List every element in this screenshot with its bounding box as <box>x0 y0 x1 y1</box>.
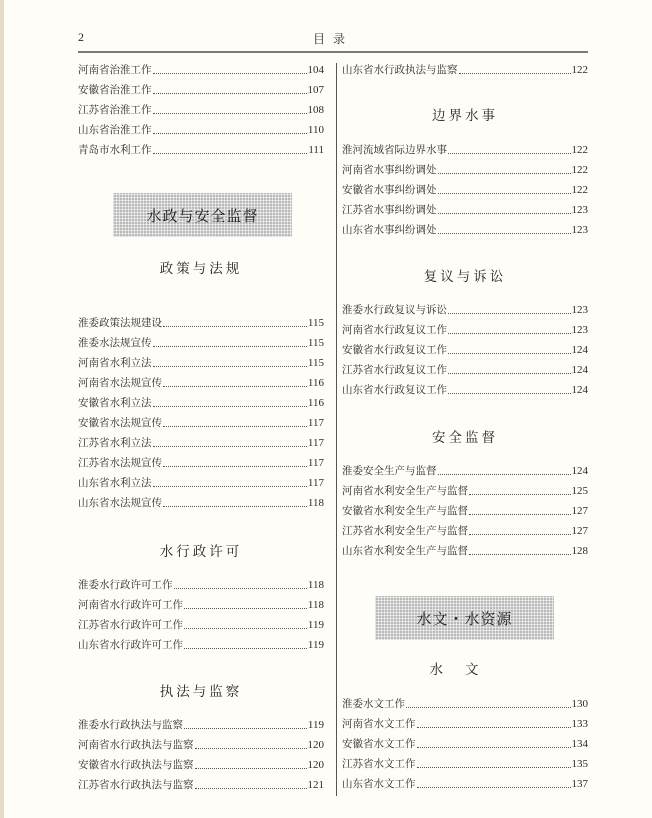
toc-entry-title: 河南省水行政许可工作 <box>78 599 183 611</box>
toc-entry-title: 淮委水行政复议与诉讼 <box>342 304 447 316</box>
toc-entry-page: 122 <box>571 184 588 196</box>
toc-entry-page: 137 <box>571 778 588 790</box>
toc-entry[interactable] <box>78 617 324 633</box>
toc-entry-page: 110 <box>307 124 324 136</box>
toc-entry[interactable] <box>78 757 324 773</box>
toc-entry[interactable] <box>342 182 588 198</box>
leader-dots <box>195 788 307 789</box>
toc-entry[interactable] <box>78 62 324 78</box>
leader-dots <box>163 326 307 327</box>
leader-dots <box>448 333 571 334</box>
toc-entry-title: 河南省水利安全生产与监督 <box>342 485 468 497</box>
toc-entry[interactable] <box>78 475 324 491</box>
toc-entry-title: 山东省水行政许可工作 <box>78 639 183 651</box>
toc-entry-page: 119 <box>307 639 324 651</box>
toc-entry-title: 山东省水利安全生产与监督 <box>342 545 468 557</box>
toc-entry-page: 117 <box>307 477 324 489</box>
leader-dots <box>448 373 571 374</box>
toc-entry-title: 安徽省水文工作 <box>342 738 416 750</box>
toc-entry-page: 117 <box>307 457 324 469</box>
toc-entry-title: 江苏省水文工作 <box>342 758 416 770</box>
toc-entry-page: 115 <box>307 357 324 369</box>
toc-entry-page: 115 <box>307 337 324 349</box>
page-edge <box>0 0 4 818</box>
section-heading[interactable]: 边界水事 <box>432 108 498 124</box>
toc-entry-title: 河南省水行政执法与监察 <box>78 739 194 751</box>
toc-entry-title: 河南省水利立法 <box>78 357 152 369</box>
toc-entry[interactable] <box>342 382 588 398</box>
toc-entry[interactable] <box>342 736 588 752</box>
toc-entry-title: 江苏省治淮工作 <box>78 104 152 116</box>
toc-entry-page: 124 <box>571 465 588 477</box>
leader-dots <box>153 446 307 447</box>
toc-entry-title: 河南省水行政复议工作 <box>342 324 447 336</box>
toc-entry-title: 江苏省水行政执法与监察 <box>78 779 194 791</box>
major-section-banner[interactable]: 水政与安全监督 <box>113 193 292 237</box>
leader-dots <box>469 554 571 555</box>
toc-entry-title: 江苏省水利安全生产与监督 <box>342 525 468 537</box>
toc-entry[interactable] <box>78 577 324 593</box>
toc-entry-page: 123 <box>571 204 588 216</box>
leader-dots <box>417 747 571 748</box>
toc-entry[interactable] <box>342 483 588 499</box>
toc-entry-page: 127 <box>571 505 588 517</box>
toc-entry[interactable] <box>78 435 324 451</box>
toc-entry-page: 128 <box>571 545 588 557</box>
toc-entry-title: 河南省水法规宣传 <box>78 377 162 389</box>
toc-entry-page: 127 <box>571 525 588 537</box>
toc-entry-page: 120 <box>307 739 324 751</box>
toc-entry-page: 119 <box>307 619 324 631</box>
leader-dots <box>184 608 307 609</box>
leader-dots <box>195 748 307 749</box>
toc-entry-title: 山东省水利立法 <box>78 477 152 489</box>
toc-entry[interactable] <box>342 202 588 218</box>
toc-entry[interactable] <box>342 322 588 338</box>
section-heading[interactable]: 执法与监察 <box>159 684 243 700</box>
toc-entry-title: 淮委水法规宣传 <box>78 337 152 349</box>
leader-dots <box>153 73 307 74</box>
toc-entry-page: 124 <box>571 384 588 396</box>
section-heading[interactable]: 水行政许可 <box>159 544 243 560</box>
toc-entry-page: 123 <box>571 304 588 316</box>
toc-entry-title: 江苏省水法规宣传 <box>78 457 162 469</box>
toc-entry-title: 江苏省水行政复议工作 <box>342 364 447 376</box>
toc-entry-page: 117 <box>307 437 324 449</box>
leader-dots <box>153 133 307 134</box>
toc-entry-title: 安徽省治淮工作 <box>78 84 152 96</box>
toc-entry-page: 107 <box>307 84 324 96</box>
toc-entry-title: 山东省治淮工作 <box>78 124 152 136</box>
toc-entry[interactable] <box>78 122 324 138</box>
toc-entry[interactable] <box>342 716 588 732</box>
toc-entry-title: 山东省水文工作 <box>342 778 416 790</box>
section-heading[interactable]: 水文 <box>429 662 501 678</box>
leader-dots <box>459 73 571 74</box>
toc-entry[interactable] <box>342 543 588 559</box>
toc-entry-page: 108 <box>307 104 324 116</box>
toc-entry-title: 安徽省水行政执法与监察 <box>78 759 194 771</box>
leader-dots <box>153 153 308 154</box>
toc-column-left <box>78 0 324 818</box>
column-divider <box>336 63 337 796</box>
toc-entry-page: 116 <box>307 377 324 389</box>
toc-entry[interactable] <box>78 355 324 371</box>
toc-entry[interactable] <box>342 362 588 378</box>
toc-entry-title: 淮河流域省际边界水事 <box>342 144 447 156</box>
leader-dots <box>153 93 307 94</box>
leader-dots <box>406 707 571 708</box>
leader-dots <box>448 313 571 314</box>
toc-entry-title: 山东省水事纠纷调处 <box>342 224 437 236</box>
toc-entry[interactable] <box>342 776 588 792</box>
toc-entry[interactable] <box>78 142 324 158</box>
toc-entry-title: 山东省水行政复议工作 <box>342 384 447 396</box>
toc-entry-title: 安徽省水利立法 <box>78 397 152 409</box>
toc-entry-page: 122 <box>571 144 588 156</box>
toc-entry-title: 安徽省水法规宣传 <box>78 417 162 429</box>
toc-entry-title: 安徽省水行政复议工作 <box>342 344 447 356</box>
toc-entry[interactable] <box>78 737 324 753</box>
major-section-banner[interactable]: 水文・水资源 <box>375 596 554 640</box>
toc-entry[interactable] <box>78 717 324 733</box>
leader-dots <box>163 466 307 467</box>
section-heading[interactable]: 复议与诉讼 <box>423 269 507 285</box>
leader-dots <box>448 153 571 154</box>
toc-entry[interactable] <box>342 62 588 78</box>
toc-entry-title: 江苏省水事纠纷调处 <box>342 204 437 216</box>
toc-entry-page: 133 <box>571 718 588 730</box>
toc-entry-page: 123 <box>571 324 588 336</box>
toc-entry-page: 134 <box>571 738 588 750</box>
toc-entry-page: 115 <box>307 317 324 329</box>
toc-entry-page: 120 <box>307 759 324 771</box>
toc-entry-title: 淮委政策法规建设 <box>78 317 162 329</box>
toc-entry-page: 116 <box>307 397 324 409</box>
toc-entry[interactable] <box>78 82 324 98</box>
toc-entry-title: 淮委水行政许可工作 <box>78 579 173 591</box>
leader-dots <box>163 506 307 507</box>
toc-entry[interactable] <box>342 302 588 318</box>
toc-entry[interactable] <box>342 523 588 539</box>
toc-entry-title: 河南省水文工作 <box>342 718 416 730</box>
toc-entry[interactable] <box>342 503 588 519</box>
toc-entry[interactable] <box>78 637 324 653</box>
toc-entry-page: 135 <box>571 758 588 770</box>
toc-entry-title: 淮委水行政执法与监察 <box>78 719 183 731</box>
toc-entry-page: 124 <box>571 344 588 356</box>
toc-entry[interactable] <box>78 415 324 431</box>
toc-entry[interactable] <box>342 162 588 178</box>
toc-entry-title: 淮委安全生产与监督 <box>342 465 437 477</box>
toc-column-right <box>342 0 588 818</box>
toc-entry-page: 121 <box>307 779 324 791</box>
toc-entry-page: 118 <box>307 599 324 611</box>
toc-entry[interactable] <box>342 142 588 158</box>
leader-dots <box>448 393 571 394</box>
toc-entry-page: 117 <box>307 417 324 429</box>
toc-entry-title: 山东省水法规宣传 <box>78 497 162 509</box>
toc-entry-title: 青岛市水利工作 <box>78 144 152 156</box>
toc-entry[interactable] <box>78 102 324 118</box>
toc-entry-title: 安徽省水事纠纷调处 <box>342 184 437 196</box>
toc-entry[interactable] <box>78 495 324 511</box>
leader-dots <box>438 173 571 174</box>
toc-entry-page: 104 <box>307 64 324 76</box>
toc-entry[interactable] <box>342 696 588 712</box>
leader-dots <box>469 494 571 495</box>
toc-entry[interactable] <box>78 335 324 351</box>
leader-dots <box>153 406 307 407</box>
leader-dots <box>438 193 571 194</box>
leader-dots <box>163 386 307 387</box>
leader-dots <box>153 113 307 114</box>
toc-entry-page: 124 <box>571 364 588 376</box>
leader-dots <box>417 787 571 788</box>
toc-entry[interactable] <box>342 342 588 358</box>
toc-entry[interactable] <box>78 597 324 613</box>
leader-dots <box>469 514 571 515</box>
section-heading[interactable]: 安全监督 <box>432 430 498 446</box>
leader-dots <box>174 588 307 589</box>
toc-entry-title: 山东省水行政执法与监察 <box>342 64 458 76</box>
leader-dots <box>438 474 571 475</box>
toc-entry[interactable] <box>78 375 324 391</box>
leader-dots <box>417 767 571 768</box>
toc-entry-page: 130 <box>571 698 588 710</box>
leader-dots <box>153 366 307 367</box>
toc-entry-page: 118 <box>307 497 324 509</box>
leader-dots <box>153 486 307 487</box>
toc-entry[interactable] <box>342 463 588 479</box>
leader-dots <box>184 628 307 629</box>
toc-entry-page: 123 <box>571 224 588 236</box>
leader-dots <box>438 213 571 214</box>
toc-entry-title: 河南省治淮工作 <box>78 64 152 76</box>
leader-dots <box>184 728 307 729</box>
page-number: 2 <box>78 30 84 44</box>
toc-entry-page: 122 <box>571 64 588 76</box>
leader-dots <box>184 648 307 649</box>
toc-entry-title: 安徽省水利安全生产与监督 <box>342 505 468 517</box>
leader-dots <box>438 233 571 234</box>
section-heading[interactable]: 政策与法规 <box>159 261 243 277</box>
toc-entry-title: 淮委水文工作 <box>342 698 405 710</box>
toc-entry-page: 118 <box>307 579 324 591</box>
toc-entry-title: 江苏省水行政许可工作 <box>78 619 183 631</box>
toc-entry-page: 119 <box>307 719 324 731</box>
toc-entry-page: 125 <box>571 485 588 497</box>
toc-entry[interactable] <box>78 395 324 411</box>
toc-entry[interactable] <box>78 315 324 331</box>
toc-entry[interactable] <box>342 222 588 238</box>
toc-entry-title: 河南省水事纠纷调处 <box>342 164 437 176</box>
leader-dots <box>469 534 571 535</box>
running-title: 目录 <box>312 32 353 46</box>
leader-dots <box>153 346 307 347</box>
toc-entry-title: 江苏省水利立法 <box>78 437 152 449</box>
toc-entry[interactable] <box>78 455 324 471</box>
toc-entry[interactable] <box>78 777 324 793</box>
toc-entry[interactable] <box>342 756 588 772</box>
leader-dots <box>163 426 307 427</box>
leader-dots <box>195 768 307 769</box>
toc-entry-page: 111 <box>308 144 324 156</box>
toc-entry-page: 122 <box>571 164 588 176</box>
leader-dots <box>417 727 571 728</box>
leader-dots <box>448 353 571 354</box>
